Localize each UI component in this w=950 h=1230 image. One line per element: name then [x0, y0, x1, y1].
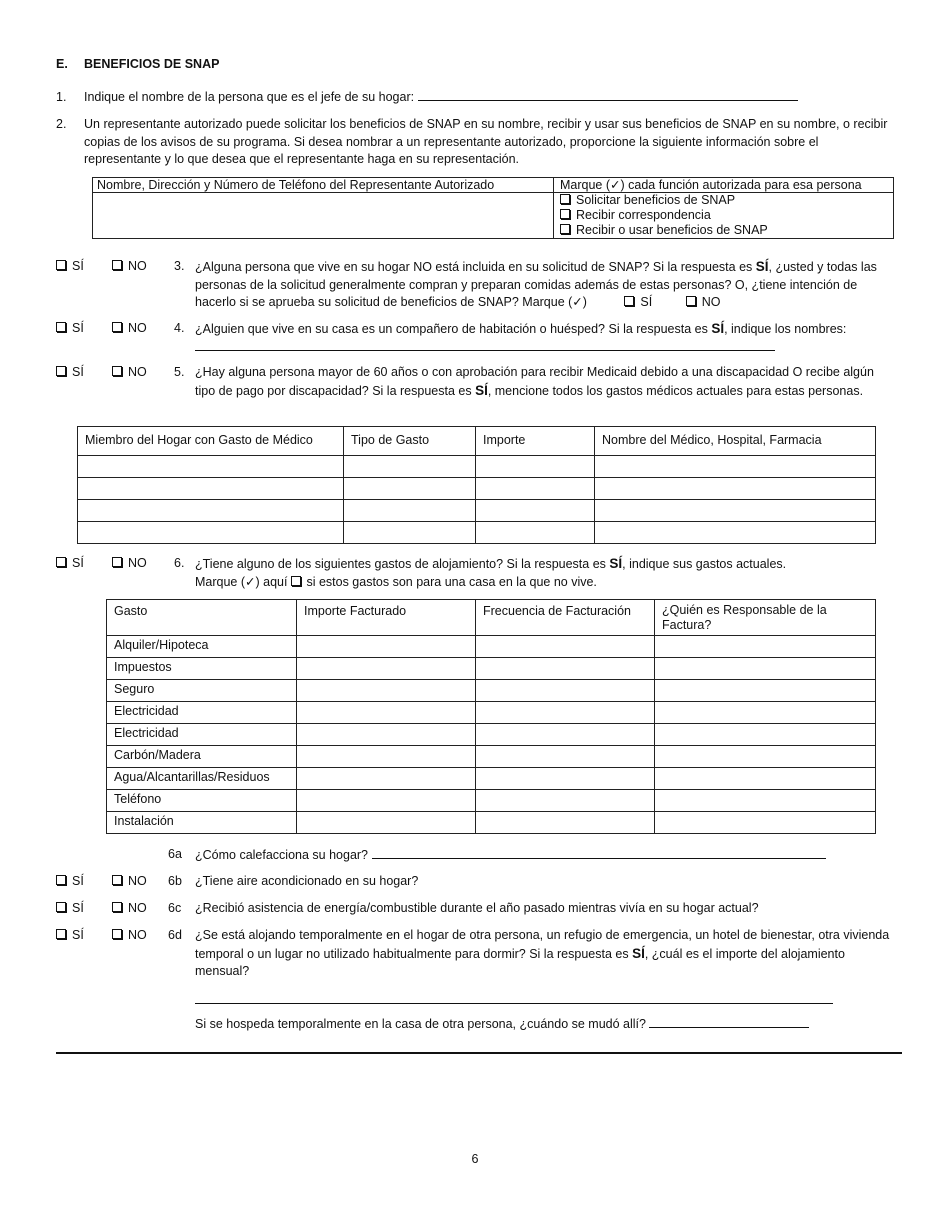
no-label: NO [128, 259, 147, 273]
expense-label: Alquiler/Hipoteca [107, 636, 297, 658]
expense-label: Seguro [107, 680, 297, 702]
move-in-date-field[interactable] [649, 1015, 809, 1028]
rep-option[interactable] [560, 193, 887, 208]
rep-info-field[interactable] [93, 193, 554, 239]
question-number: 6a [168, 847, 182, 861]
table-cell[interactable] [297, 768, 476, 790]
table-cell[interactable] [595, 522, 876, 544]
text: ¿Se está alojando temporalmente en el hogar de otra persona, un refugio de emergencia, un hotel de bienestar, otra vivienda temporal o un lugar no utilizado habitualmente para dormir? Si la respuesta es [195, 928, 890, 961]
column-header: Frecuencia de Facturación [476, 600, 655, 636]
column-header: Nombre del Médico, Hospital, Farmacia [595, 427, 876, 456]
bold-si: SÍ [755, 259, 769, 274]
table-cell[interactable] [297, 724, 476, 746]
text: ¿Tiene alguno de los siguientes gastos de alojamiento? Si la respuesta es [195, 557, 610, 571]
question-6c-text: ¿Recibió asistencia de energía/combustible durante el año pasado mientras vivía en su hogar actual? [195, 901, 759, 915]
text: , mencione todos los gastos médicos actuales para estas personas. [487, 383, 864, 398]
option-label: Solicitar beneficios de SNAP [576, 193, 736, 207]
text: si estos gastos son para una casa en la que no vive. [306, 574, 597, 589]
bold-si: SÍ [711, 321, 725, 336]
head-of-household-field[interactable] [418, 88, 798, 101]
table-cell[interactable] [655, 746, 876, 768]
table-cell[interactable] [297, 658, 476, 680]
table-cell[interactable] [78, 478, 344, 500]
no-option[interactable] [112, 873, 147, 891]
checkbox[interactable] [56, 557, 66, 567]
table-row [107, 724, 876, 746]
table-cell[interactable] [655, 768, 876, 790]
not-living-checkbox[interactable] [291, 576, 301, 586]
rep-col-header: Nombre, Dirección y Número de Teléfono del Representante Autorizado [93, 178, 554, 193]
no-option[interactable] [112, 258, 147, 276]
no-option[interactable] [112, 927, 147, 945]
checkbox[interactable] [56, 322, 66, 332]
question-number: 6b [168, 874, 182, 888]
table-cell[interactable] [595, 500, 876, 522]
column-header: Miembro del Hogar con Gasto de Médico [78, 427, 344, 456]
table-cell[interactable] [78, 500, 344, 522]
yes-label: SÍ [640, 295, 653, 310]
no-label: NO [128, 321, 147, 335]
table-row [78, 522, 876, 544]
question-number: 4. [174, 321, 185, 335]
table-cell[interactable] [344, 478, 476, 500]
table-cell[interactable] [655, 680, 876, 702]
section-title: BENEFICIOS DE SNAP [84, 57, 220, 71]
question-2 [56, 116, 896, 169]
question-number: 6c [168, 901, 182, 915]
table-row [107, 768, 876, 790]
question-text: Un representante autorizado puede solicitar los beneficios de SNAP en su nombre, recibir y usar sus beneficios de SNAP en su nombre, o recibir copias de los avisos de su programa. Si desea nombrar a un representante autorizado, proporcione la siguiente información sobre el representante y lo que desea que el representante haga en su representación. [84, 117, 888, 166]
text: , ¿cuál es el importe del alojamiento mensual? [195, 946, 845, 979]
table-cell[interactable] [655, 724, 876, 746]
no-option[interactable] [112, 555, 147, 573]
question-6b-text: ¿Tiene aire acondicionado en su hogar? [195, 874, 419, 888]
checkbox[interactable] [686, 296, 696, 306]
table-cell[interactable] [476, 812, 655, 834]
no-label: NO [128, 556, 147, 570]
table-cell[interactable] [476, 768, 655, 790]
question-6d-text [195, 927, 895, 981]
question-number: 1. [56, 90, 67, 104]
expense-label: Carbón/Madera [107, 746, 297, 768]
text: ¿Alguna persona que vive en su hogar NO está incluida en su solicitud de SNAP? Si la respuesta es [195, 260, 756, 274]
table-cell[interactable] [297, 636, 476, 658]
checkbox[interactable] [560, 209, 570, 219]
table-cell[interactable] [655, 812, 876, 834]
yes-label: SÍ [72, 928, 84, 942]
table-row [78, 456, 876, 478]
rep-option[interactable] [560, 208, 887, 223]
rep-functions-header: Marque (✓) cada función autorizada para esa persona [554, 178, 894, 193]
yes-option[interactable] [56, 364, 84, 382]
checkbox[interactable] [56, 875, 66, 885]
text: , indique sus gastos actuales. [622, 557, 787, 571]
expense-label: Electricidad [107, 702, 297, 724]
table-row [107, 658, 876, 680]
table-cell[interactable] [476, 724, 655, 746]
yes-option[interactable] [56, 258, 84, 276]
yes-label: SÍ [72, 365, 84, 379]
checkbox[interactable] [56, 929, 66, 939]
question-5-text [195, 364, 895, 400]
table-cell[interactable] [344, 456, 476, 478]
roommate-names-field[interactable] [195, 338, 775, 351]
table-cell[interactable] [476, 478, 595, 500]
table-row [107, 812, 876, 834]
yes-option[interactable] [56, 873, 84, 891]
yes-label: SÍ [72, 321, 84, 335]
table-cell[interactable] [595, 456, 876, 478]
no-label: NO [128, 365, 147, 379]
section-letter: E. [56, 57, 68, 71]
checkbox[interactable] [112, 322, 122, 332]
medical-expenses-table [77, 426, 876, 544]
no-label: NO [701, 295, 721, 310]
table-cell[interactable] [78, 456, 344, 478]
heating-method-field[interactable] [372, 846, 826, 859]
no-option[interactable] [112, 364, 147, 382]
table-cell[interactable] [476, 680, 655, 702]
table-row [78, 478, 876, 500]
text: ¿Alguien que vive en su casa es un compañero de habitación o huésped? Si la respuesta es [195, 322, 712, 336]
q3-inline-no[interactable] [686, 295, 721, 309]
question-number: 6. [174, 556, 185, 570]
checkbox[interactable] [112, 929, 122, 939]
no-label: NO [128, 901, 147, 915]
checkbox[interactable] [560, 194, 570, 204]
yes-option[interactable] [56, 927, 84, 945]
table-cell[interactable] [655, 636, 876, 658]
yes-option[interactable] [56, 555, 84, 573]
question-number: 5. [174, 365, 185, 379]
table-row [78, 500, 876, 522]
yes-label: SÍ [72, 901, 84, 915]
table-cell[interactable] [297, 746, 476, 768]
checkbox[interactable] [112, 366, 122, 376]
checkbox[interactable] [56, 260, 66, 270]
checkbox[interactable] [112, 875, 122, 885]
expense-label: Electricidad [107, 724, 297, 746]
question-1 [56, 88, 798, 107]
checkbox[interactable] [56, 902, 66, 912]
column-header: Importe [476, 427, 595, 456]
text: , indique los nombres: [724, 322, 847, 336]
text: , ¿usted y todas las personas de la solicitud generalmente compran y preparan comidas además de estas personas? O, ¿tiene intención de hacerlo si se aprueba su solicitud de beneficios de SNAP? Marque (✓) [195, 260, 877, 310]
column-header: Tipo de Gasto [344, 427, 476, 456]
question-6-text [195, 555, 895, 591]
column-header: Importe Facturado [297, 600, 476, 636]
option-label: Recibir correspondencia [576, 208, 711, 222]
expense-label: Impuestos [107, 658, 297, 680]
table-cell[interactable] [344, 522, 476, 544]
table-cell[interactable] [344, 500, 476, 522]
table-cell[interactable] [476, 522, 595, 544]
housing-expenses-table [106, 599, 876, 834]
bold-si: SÍ [609, 556, 623, 571]
table-cell[interactable] [476, 636, 655, 658]
expense-label: Teléfono [107, 790, 297, 812]
table-cell[interactable] [655, 702, 876, 724]
text: ¿Hay alguna persona mayor de 60 años o con aprobación para recibir Medicaid debido a una discapacidad O recibe algún tipo de pago por discapacidad? Si la respuesta es [195, 365, 874, 398]
column-header: ¿Quién es Responsable de la Factura? [655, 600, 876, 636]
checkbox[interactable] [112, 260, 122, 270]
bold-si: SÍ [475, 382, 488, 398]
checkbox[interactable] [112, 557, 122, 567]
question-6a [195, 846, 895, 865]
rep-option[interactable] [560, 223, 887, 238]
no-label: NO [128, 874, 147, 888]
table-cell[interactable] [476, 658, 655, 680]
table-cell[interactable] [476, 456, 595, 478]
table-row [107, 746, 876, 768]
table-cell[interactable] [476, 702, 655, 724]
rep-functions-list [554, 193, 894, 239]
question-number: 3. [174, 259, 185, 273]
table-cell[interactable] [297, 790, 476, 812]
expense-label: Agua/Alcantarillas/Residuos [107, 768, 297, 790]
table-cell[interactable] [297, 702, 476, 724]
table-cell[interactable] [78, 522, 344, 544]
text: ¿Cómo calefacciona su hogar? [195, 848, 369, 862]
checkbox[interactable] [560, 224, 570, 234]
table-row [107, 702, 876, 724]
question-number: 6d [168, 928, 182, 942]
no-option[interactable] [112, 900, 147, 918]
table-cell[interactable] [297, 680, 476, 702]
page-number: 6 [471, 1152, 479, 1166]
question-6d-followup [195, 1015, 809, 1034]
section-divider [56, 1052, 902, 1054]
table-cell[interactable] [297, 812, 476, 834]
bold-si: SÍ [632, 945, 645, 961]
q3-inline-yes[interactable] [624, 295, 652, 309]
table-cell[interactable] [476, 746, 655, 768]
text: Marque (✓) aquí [195, 574, 288, 589]
table-cell[interactable] [595, 478, 876, 500]
table-row [107, 636, 876, 658]
no-option[interactable] [112, 320, 147, 338]
table-cell[interactable] [476, 790, 655, 812]
authorized-representative-table [92, 177, 894, 239]
table-row [107, 680, 876, 702]
table-cell[interactable] [476, 500, 595, 522]
section-heading [56, 56, 219, 74]
yes-option[interactable] [56, 320, 84, 338]
yes-label: SÍ [72, 259, 84, 273]
expense-label: Instalación [107, 812, 297, 834]
checkbox[interactable] [624, 296, 634, 306]
text: Si se hospeda temporalmente en la casa de otra persona, ¿cuándo se mudó allí? [195, 1017, 646, 1031]
yes-label: SÍ [72, 556, 84, 570]
checkbox[interactable] [56, 366, 66, 376]
yes-label: SÍ [72, 874, 84, 888]
option-label: Recibir o usar beneficios de SNAP [576, 223, 768, 237]
question-text: Indique el nombre de la persona que es el jefe de su hogar: [84, 90, 415, 104]
no-label: NO [128, 928, 147, 942]
table-cell[interactable] [655, 790, 876, 812]
question-number: 2. [56, 117, 67, 131]
table-row [107, 790, 876, 812]
monthly-lodging-amount-field[interactable] [195, 991, 833, 1004]
checkbox[interactable] [112, 902, 122, 912]
question-4-text [195, 320, 895, 339]
table-cell[interactable] [655, 658, 876, 680]
yes-option[interactable] [56, 900, 84, 918]
question-3-text [195, 258, 895, 312]
column-header: Gasto [107, 600, 297, 636]
